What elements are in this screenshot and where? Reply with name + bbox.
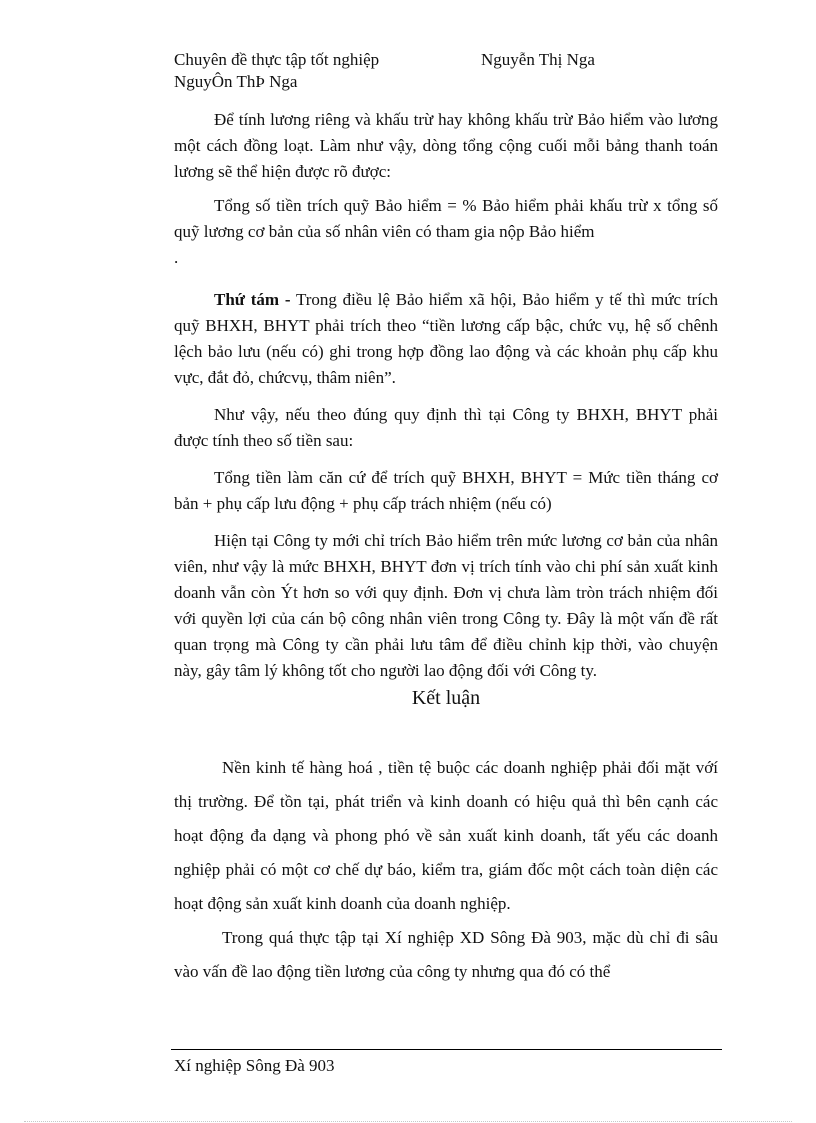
paragraph-payroll-deduction: Để tính lương riêng và khấu trừ hay không khấu trừ Bảo hiểm vào lương một cách đồng loạt. Làm như vậy, dòng tổng cộng cuối mỗi bảng thanh toán lương sẽ thể hiện được rõ được: [174,110,718,181]
document-body [174,107,718,989]
footer-rule [171,1049,722,1050]
thu-tam-text: Trong điều lệ Bảo hiểm xã hội, Bảo hiểm y tế thì mức trích quỹ BHXH, BHYT phải trích theo “tiền lương cấp bậc, chức vụ, hệ số chênh lệch bảo lưu (nếu có) ghi trong hợp đồng lao động và các khoản phụ cấp khu vực, đắt đỏ, chứcvụ, thâm niên”. [174,290,718,387]
conclusion-heading: Kết luận [411,687,481,709]
conclusion-paragraph-1: Nền kinh tế hàng hoá , tiền tệ buộc các doanh nghiệp phải đối mặt vớí thị trường. Để tồn tại, phát triển và kinh doanh có hiệu quả thì bên cạnh các hoạt động đa dạng và phong phó về sản xuất kinh doanh, tất yếu các doanh nghiệp phải có một cơ chế dự báo, kiểm tra, giám đốc một cách toàn diện các hoạt động sản xuất kinh doanh của doanh nghiệp. [174,758,718,913]
page-footer: Xí nghiệp Sông Đà 903 [174,1056,335,1075]
paragraph-thu-tam [174,287,718,391]
header-row [174,49,595,71]
paragraph-formula-end: . [174,248,179,267]
paragraph-as-such: Như vậy, nếu theo đúng quy định thì tại Công ty BHXH, BHYT phải được tính theo số tiền sau: [174,405,718,450]
conclusion-paragraph-2: Trong quá thực tập tại Xí nghiệp XD Sông Đà 903, mặc dù chỉ đi sâu vào vấn đề lao động tiền lương của công ty nhưng qua đó có thể [174,928,718,981]
paragraph-total-base: Tổng tiền làm căn cứ để trích quỹ BHXH, BHYT = Mức tiền tháng cơ bản + phụ cấp lưu động + phụ cấp trách nhiệm (nếu có) [174,468,718,513]
paragraph-insurance-formula: Tổng số tiền trích quỹ Bảo hiểm = % Bảo hiểm phải khấu trừ x tổng số quỹ lương cơ bản của số nhân viên có tham gia nộp Bảo hiểm [174,196,718,241]
thu-tam-bold-label: Thứ tám - [214,290,291,309]
header-author: Nguyễn Thị Nga [481,50,595,69]
header-left-title: Chuyên đề thực tập tốt nghiệp [174,50,380,69]
page-break-line [24,1121,792,1122]
header-author-garbled: NguyÔn ThÞ Nga [174,72,298,91]
page-header [174,49,595,93]
paragraph-current-status: Hiện tại Công ty mới chỉ trích Bảo hiểm trên mức lương cơ bản của nhân viên, như vậy là mức BHXH, BHYT đơn vị trích tính vào chi phí sản xuất kinh doanh vẫn còn Ýt hơn so với quy định. Đơn vị chưa làm tròn trách nhiệm đối với quyền lợi của cán bộ công nhân viên trong Công ty. Đây là một vấn đề rất quan trọng mà Công ty cần phải lưu tâm để điều chỉnh kịp thời, vào chuyện này, gây tâm lý không tốt cho người lao động đối với Công ty. [174,531,718,680]
